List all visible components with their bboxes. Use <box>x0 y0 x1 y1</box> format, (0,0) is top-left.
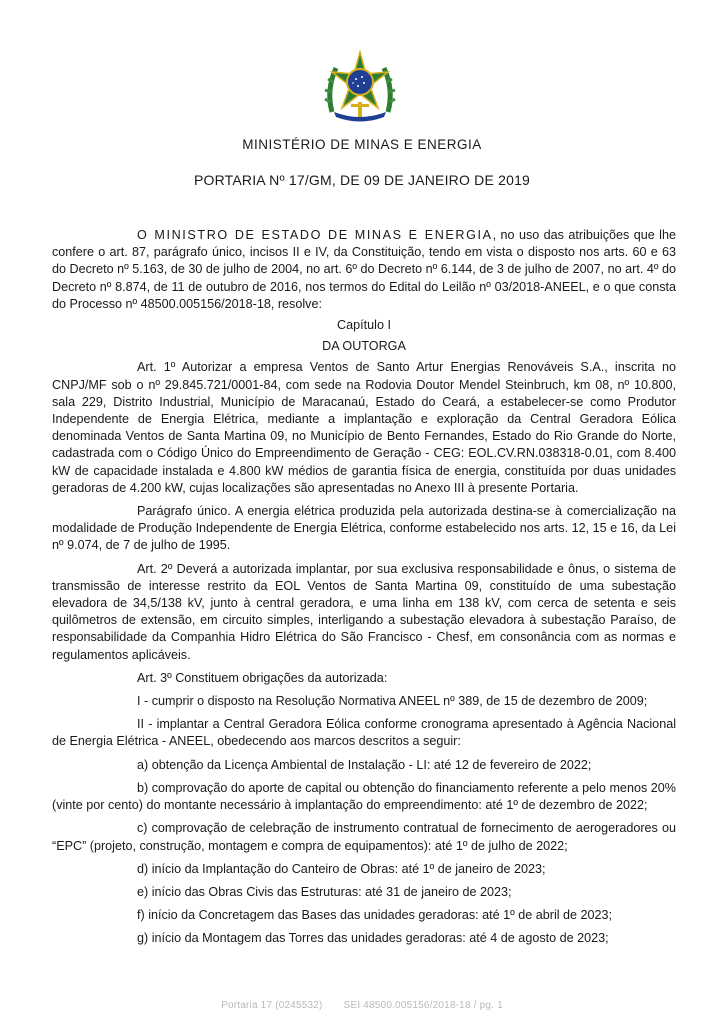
item-c: c) comprovação de celebração de instrumento contratual de fornecimento de aerogeradores ou “EPC” (projeto, construção, montagem e compra de equipamentos): até 1º de julho de 2022; <box>52 821 676 853</box>
article-2: Art. 2º Deverá a autorizada implantar, por sua exclusiva responsabilidade e ônus, o sistema de transmissão de interesse restrito da EOL Ventos de Santa Martina 09, constituído de uma subestação elevadora de 34,5/138 kV, junto à central geradora, e uma linha em 138 kV, com cerca de setenta e seis quilômetros de extensão, em circuito simples, interligando a subestação elevadora à subestação Paraíso, de responsabilidade da Companhia Hidro Elétrica do São Francisco - Chesf, em consonância com as normas e regulamentos aplicáveis. <box>52 561 676 662</box>
preamble-paragraph <box>52 227 676 313</box>
item-g: g) início da Montagem das Torres das unidades geradoras: até 4 de agosto de 2023; <box>137 931 609 946</box>
coat-of-arms-icon <box>322 50 398 122</box>
item-i: I - cumprir o disposto na Resolução Normativa ANEEL nº 389, de 15 de dezembro de 2009; <box>137 694 648 709</box>
article-3: Art. 3º Constituem obrigações da autorizada: <box>137 670 388 685</box>
footer-doc-ref: Portaria 17 (0245532) <box>221 1000 323 1011</box>
item-f: f) início da Concretagem das Bases das unidades geradoras: até 1º de abril de 2023; <box>137 908 613 923</box>
preamble-lead: O MINISTRO DE ESTADO DE MINAS E ENERGIA <box>137 228 493 242</box>
preamble-text: , no uso das atribuições que lhe confere o art. 87, parágrafo único, incisos II e IV, da Constituição, tendo em vista o disposto nos arts. 60 e 63 do Decreto nº 5.163, de 30 de julho de 2004, no art. 6º do Decreto nº 6.144, de 3 de julho de 2007, no art. 4º do Decreto nº 8.874, de 11 de outubro de 2016, nos termos do Edital do Leilão nº 03/2018-ANEEL, e o que consta do Processo nº 48500.005156/2018-18, resolve: <box>52 228 676 311</box>
item-ii: II - implantar a Central Geradora Eólica conforme cronograma apresentado à Agência Nacional de Energia Elétrica - ANEEL, obedecendo aos marcos descritos a seguir: <box>52 717 676 749</box>
chapter-label: Capítulo I <box>337 318 391 333</box>
portaria-title: PORTARIA Nº 17/GM, DE 09 DE JANEIRO DE 2019 <box>193 172 531 188</box>
article-1: Art. 1º Autorizar a empresa Ventos de Santo Artur Energias Renováveis S.A., inscrita no CNPJ/MF sob o nº 29.845.721/0001-84, com sede na Rodovia Doutor Mendel Steinbruch, km 08, nº 10.800, sala 229, Distrito Industrial, Município de Maracanaú, Estado do Ceará, a estabelecer-se como Produtor Independente de Energia Elétrica, mediante a implantação e exploração da Central Geradora Eólica denominada Ventos de Santa Martina 09, no Município de Bento Fernandes, Estado do Rio Grande do Norte, cadastrada com o Código Único do Empreendimento de Geração - CEG: EOL.CV.RN.038318-0.01, com 8.400 kW de capacidade instalada e 4.800 kW médios de garantia física de energia, constituída por duas unidades geradoras de 4.200 kW, cujas localizações são apresentadas no Anexo III à presente Portaria. <box>52 360 676 495</box>
chapter-title: DA OUTORGA <box>322 339 406 354</box>
document-body <box>52 227 676 948</box>
page-footer <box>0 1000 724 1011</box>
item-b: b) comprovação do aporte de capital ou obtenção do financiamento referente a pelo menos 20% (vinte por cento) do montante necessário à implantação do empreendimento: até 1º de dezembro de 2022; <box>52 780 676 813</box>
item-a: a) obtenção da Licença Ambiental de Instalação - LI: até 12 de fevereiro de 2022; <box>137 757 592 772</box>
item-e: e) início das Obras Civis das Estruturas: até 31 de janeiro de 2023; <box>137 884 512 899</box>
item-d: d) início da Implantação do Canteiro de Obras: até 1º de janeiro de 2023; <box>137 861 546 876</box>
article-1-paragraph: Parágrafo único. A energia elétrica produzida pela autorizada destina-se à comercialização na modalidade de Produção Independente de Energia Elétrica, conforme estabelecido nos arts. 12, 15 e 16, da Lei nº 9.074, de 7 de julho de 1995. <box>52 504 676 553</box>
footer-sei-ref: SEI 48500.005156/2018-18 / pg. 1 <box>343 1000 503 1011</box>
ministry-name: MINISTÉRIO DE MINAS E ENERGIA <box>242 137 482 152</box>
